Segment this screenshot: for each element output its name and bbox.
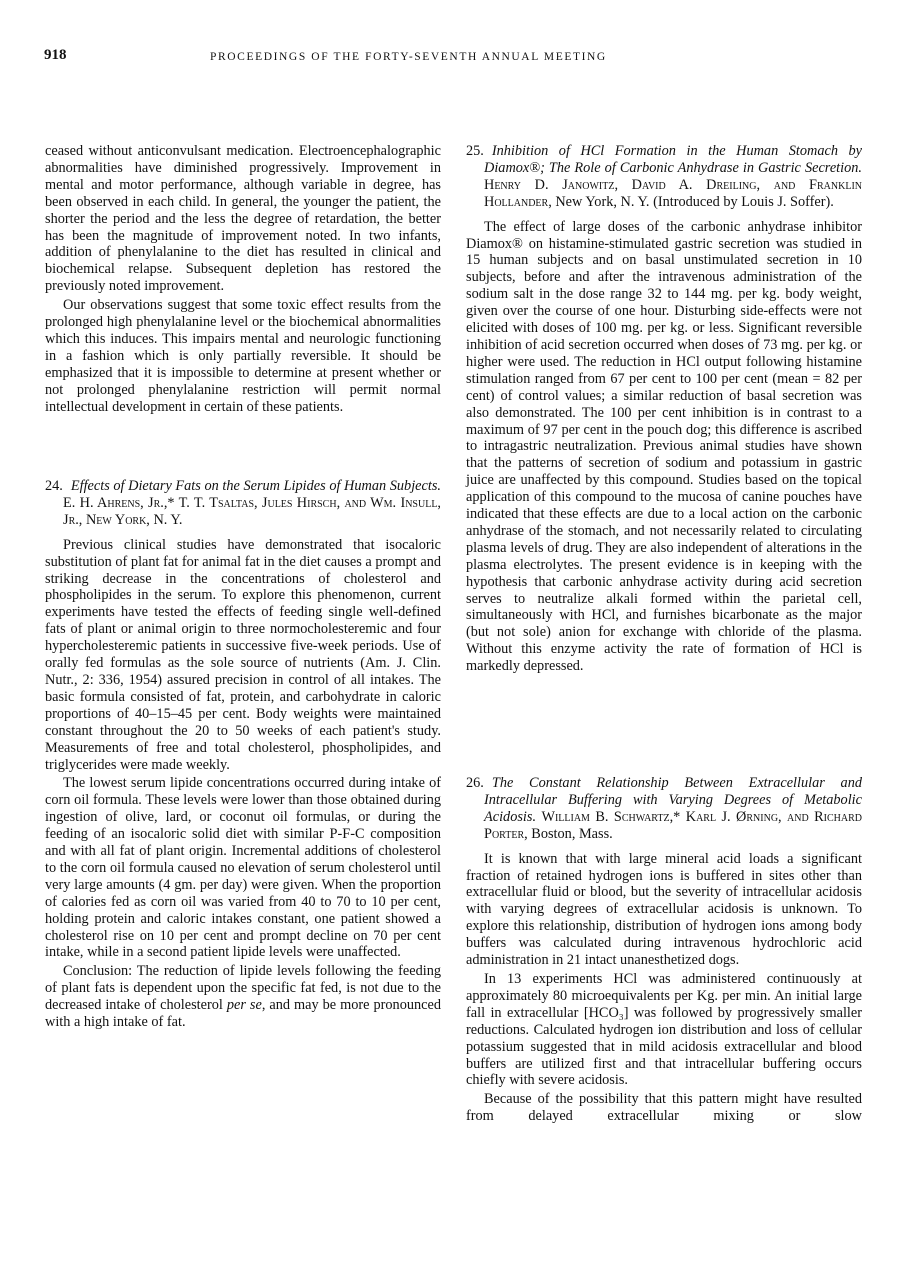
conclusion-paragraph	[45, 963, 441, 1031]
abstract-24	[45, 478, 441, 1033]
abstract-location: New York, N. Y. (Introduced by Louis J. Soffer).	[555, 193, 834, 210]
paragraph: Previous clinical studies have demonstrated that isocaloric substitution of plant fat for animal fat in the diet causes a prompt and striking decrease in the concentrations of cholesterol and phospholipides in the serum. To explore this phenomenon, current experiments have tested the effects of feeding single well-defined fats of plant or animal origin to three normocholesteremic and four hypercholesteremic patients in successive five-week periods. Use of orally fed formulas as the sole source of nutrients (Am. J. Clin. Nutr., 2: 336, 1954) assured precision in control of all intakes. The basic formula consisted of fat, protein, and carbohydrate in caloric proportions of 40–15–45 per cent. Body weights were maintained constant throughout the 20 to 50 weeks of each patient's study. Measurements of free and total cholesterol, phospholipides, and triglycerides were made weekly.	[45, 536, 441, 773]
paragraph: Because of the possibility that this pattern might have resulted from delayed extracellular mixing or slow	[466, 1091, 862, 1125]
abstract-heading	[466, 143, 862, 211]
paragraph: Our observations suggest that some toxic effect results from the prolonged high phenylalanine level or the biochemical abnormalities which this induces. This impairs mental and neurologic functioning in a fashion which is only partially reversible. It should be emphasized that it is impossible to determine at present whether or not prolonged phenylalanine restriction will permit normal intellectual development in certain of these patients.	[45, 297, 441, 415]
conclusion-text-end: , and may be more pronounced with a high intake of fat.	[45, 997, 441, 1031]
conclusion-text: Conclusion: The reduction of lipide levels following the feeding of plant fats is dependent upon the specific fat fed, is not due to the decreased intake of cholesterol	[45, 963, 441, 1014]
running-title: PROCEEDINGS OF THE FORTY-SEVENTH ANNUAL MEETING	[210, 51, 607, 63]
paragraph: The lowest serum lipide concentrations occurred during intake of corn oil formula. These levels were lower than those obtained during ingestion of olive, lard, or coconut oil formulas, or during the feeding of an isocaloric solid diet with similar P-F-C composition and with all fat of plant origin. Incremental additions of cholesterol to the corn oil formula caused no elevation of serum cholesterol until very large amounts (4 gm. per day) were given. When the proportion of calories fed as corn oil was varied from 40 to 70 to 10 per cent, holding protein and caloric intakes constant, one patient showed a cholesterol rise on 10 per cent and prompt decline on 70 per cent intake, while in a second patient lipide levels were unaffected.	[45, 775, 441, 961]
abstract-title: Effects of Dietary Fats on the Serum Lipides of Human Subjects.	[70, 478, 441, 494]
conclusion-italic: per se	[226, 997, 262, 1014]
abstract-title: The Constant Relationship Between Extracellular and Intracellular Buffering with Varying Degrees of Metabolic Acidosis.	[484, 775, 862, 825]
abstract-location: Boston, Mass.	[531, 825, 613, 842]
abstract-number: 25.	[466, 143, 484, 159]
abstract-title: Inhibition of HCl Formation in the Human Stomach by Diamox®; The Role of Carbonic Anhydrase in Gastric Secretion.	[484, 143, 862, 176]
abstract-25	[466, 143, 862, 677]
abstract-authors: Henry D. Janowitz, David A. Dreiling, and Franklin Hollander,	[484, 176, 862, 210]
paragraph: The effect of large doses of the carbonic anhydrase inhibitor Diamox® on histamine-stimulated gastric secretion was studied in 15 human subjects and on basal unstimulated secretion in 10 subjects, before and after the intravenous administration of the sodium salt in the dose range 32 to 144 mg. per kg. body weight, given over the course of one hour. Disturbing side-effects were not elicited with doses of 100 mg. per kg. or less. Significant reversible inhibition of acid secretion occurred when doses of 73 mg. per kg. or higher were used. The reduction in HCl output following histamine stimulation ranged from 67 per cent to 100 per cent (mean = 82 per cent) of control values; a similar reduction of basal secretion was also demonstrated. The 100 per cent inhibition is in contrast to a maximum of 97 per cent in the pouch dog; this difference is ascribed to intragastric neutralization. Previous animal studies have shown that the patterns of secretion of sodium and potassium in gastric juice are unaffected by this compound. Studies based on the topical application of this compound to the mucosa of canine pouches have indicated that these effects are due to a local action on the carbonic anhydrase of the stomach, and not necessarily related to circulating plasma levels of drug. They are also independent of alterations in the plasma electrolytes. The present evidence is in keeping with the hypothesis that carbonic anhydrase activity during acid secretion serves to neutralize alkali formed within the parietal cell, simultaneously with HCl, and furnishes bicarbonate as the major (but not sole) anion for exchange with chloride of the plasma. Without this enzyme activity the rate of formation of HCl is markedly depressed.	[466, 218, 862, 675]
continued-abstract	[45, 143, 441, 418]
abstract-26	[466, 775, 862, 1127]
abstract-heading	[45, 478, 441, 529]
paragraph: It is known that with large mineral acid loads a significant fraction of retained hydrogen ions is buffered in sites other than extracellular fluid or blood, but the severity of intracellular acidosis with varying degrees of extracellular acidosis is unknown. To explore this relationship, distribution of hydrogen ions among body buffers was calculated during intravenous hydrochloric acid administration in 21 intact unanesthetized dogs.	[466, 850, 862, 969]
paragraph: In 13 experiments HCl was administered continuously at approximately 80 microequivalents per Kg. per min. An initial large fall in extracellular [HCO₃] was followed by progressively smaller reductions. Calculated hydrogen ion distribution and loss of cellular potassium suggested that in mild acidosis extracellular and blood buffers are utilized first and that intracellular buffering occurs chiefly with severe acidosis.	[466, 970, 862, 1089]
abstract-authors: E. H. Ahrens, Jr.,* T. T. Tsaltas, Jules Hirsch, and Wm. Insull, Jr., New York, N. Y.	[63, 494, 441, 528]
paragraph: ceased without anticonvulsant medication. Electroencephalographic abnormalities have diminished progressively. Improvement in mental and motor performance, although variable in degree, has been observed in each child. In general, the younger the patient, the shorter the period and the less the degree of retardation, the better has been the magnitude of improvement noted. In two infants, addition of phenylalanine to the diet has resulted in clinical and biochemical relapse. Subsequent depletion has restored the previously noted improvement.	[45, 143, 441, 295]
abstract-authors: William B. Schwartz,* Karl J. Ørning, and Richard Porter,	[484, 808, 862, 842]
abstract-heading	[466, 775, 862, 843]
abstract-number: 24.	[45, 478, 63, 494]
page-number: 918	[44, 47, 67, 63]
abstract-number: 26.	[466, 775, 484, 791]
